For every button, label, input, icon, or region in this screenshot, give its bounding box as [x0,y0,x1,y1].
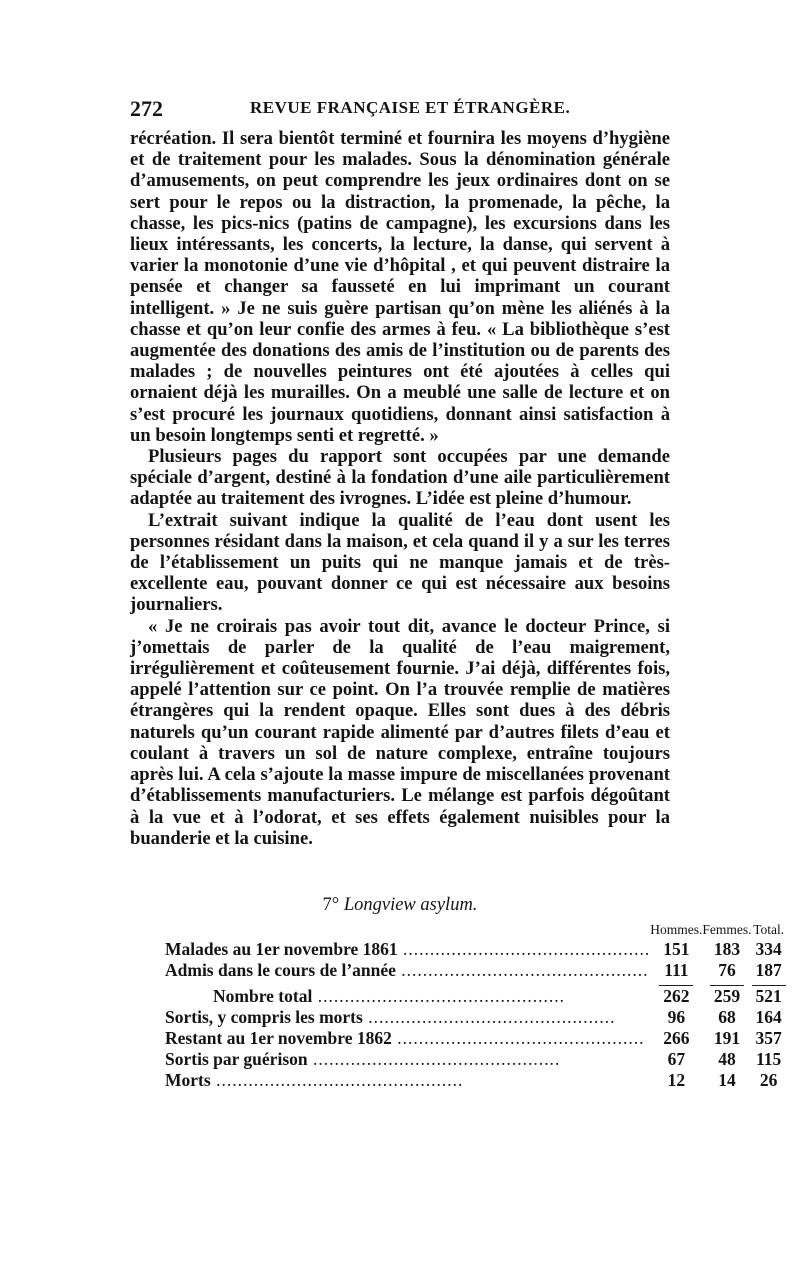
cell-total: 115 [756,1049,782,1069]
paragraph: « Je ne croirais pas avoir tout dit, avance le docteur Prince, si j’omettais de parler de la qualité de l’eau maigrement, irrégulièrement et coûteusement fournie. J’ai déjà, différentes fois, appelé l’attention sur ce point. On l’a trouvée remplie de matières étrangères qui la rendent opaque. Elles sont dues à des débris naturels qu’un courant rapide alimenté par d’autres filets d’eau et coulant à travers un sol de nature complexe, entraîne toujours après lui. A cela s’ajoute la masse impure de miscellanées provenant d’établissements manufacturiers. Le mélange est parfois dégoûtant à la vue et à l’odorat, et ses effets également nuisibles pour la buanderie et la cuisine. [130,615,670,849]
cell-femmes: 259 [710,985,744,1006]
cell-hommes: 151 [663,939,690,959]
table-row [165,1070,786,1091]
cell-hommes: 96 [667,1007,686,1027]
cell-hommes: 12 [667,1070,686,1090]
cell-total: 334 [755,939,782,959]
row-label: Restant au 1er novembre 1862 ..... [165,1028,644,1048]
paragraph: Plusieurs pages du rapport sont occupées par une demande spéciale d’argent, destiné à la fondation d’une aile particulièrement adaptée au traitement des ivrognes. L’idée est pleine d’humour. [130,446,670,510]
section-heading [130,895,670,916]
row-label: Morts ..... [165,1070,463,1090]
cell-total: 187 [755,960,782,980]
column-header-total: Total. [753,922,785,937]
table-row [165,1049,786,1070]
table-row [165,1028,786,1049]
column-header-femmes: Femmes. [702,922,752,937]
cell-femmes: 48 [718,1049,736,1069]
row-label: Malades au 1er novembre 1861 ..... [165,939,650,959]
cell-hommes: 67 [667,1049,686,1069]
cell-femmes: 76 [718,960,736,980]
paragraph: récréation. Il sera bientôt terminé et fournira les moyens d’hygiène et de traitement pour les malades. Sous la dénomination générale d’amusements, on peut comprendre les jeux ordinaires dont on se sert pour le repos ou la distraction, la promenade, la pêche, la chasse, les pics-nics (patins de campagne), les excursions dans les lieux intéressants, les concerts, la lecture, la danse, qui servent à varier la monotonie d’une vie d’hôpital , et qui peuvent distraire la pensée et changer sa fausseté en lui imprimant un courant intelligent. » Je ne suis guère partisan qu’on mène les aliénés à la chasse et qu’on leur confie des armes à feu. « La bibliothèque s’est augmentée des donations des amis de l’institution ou de parents des malades ; de nouvelles peintures ont été ajoutées à celles qui ornaient déjà les murailles. On a meublé une salle de lecture et on s’est procuré les journaux quotidiens, donnant ainsi satisfaction à un besoin longtemps senti et regretté. » [130,128,670,446]
cell-total: 164 [755,1007,782,1027]
cell-hommes: 266 [663,1028,690,1048]
table-row-total [165,981,786,1007]
table-row [165,960,786,981]
statistics-table [165,922,786,1091]
body-text [130,128,670,849]
cell-femmes: 14 [718,1070,736,1090]
page-header [130,96,670,120]
section-number: 7° [322,895,340,915]
cell-femmes: 68 [718,1007,736,1027]
running-title: REVUE FRANÇAISE ET ÉTRANGÈRE. [250,98,571,117]
row-label: Admis dans le cours de l’année ..... [165,960,649,980]
table-header-row [165,922,786,939]
cell-femmes: 183 [713,939,741,959]
cell-hommes: 111 [664,960,689,980]
cell-total: 357 [755,1028,782,1048]
row-label: Sortis par guérison ..... [165,1049,560,1069]
cell-total: 26 [759,1070,778,1090]
row-label: Nombre total ..... [213,986,565,1006]
cell-hommes: 262 [659,985,693,1006]
cell-femmes: 191 [713,1028,741,1048]
paragraph: L’extrait suivant indique la qualité de l’eau dont usent les personnes résidant dans la maison, et cela quand il y a sur les terres de l’établissement un puits qui ne manque jamais et de très-excellente eau, pouvant donner ce qui est nécessaire aux besoins journaliers. [130,509,670,616]
row-label: Sortis, y compris les morts ..... [165,1007,615,1027]
section-title: Longview asylum. [343,895,478,915]
column-header-hommes: Hommes. [650,922,703,937]
table-row [165,939,786,960]
table-row [165,1007,786,1028]
cell-total: 521 [752,985,786,1006]
page-number: 272 [130,96,163,121]
